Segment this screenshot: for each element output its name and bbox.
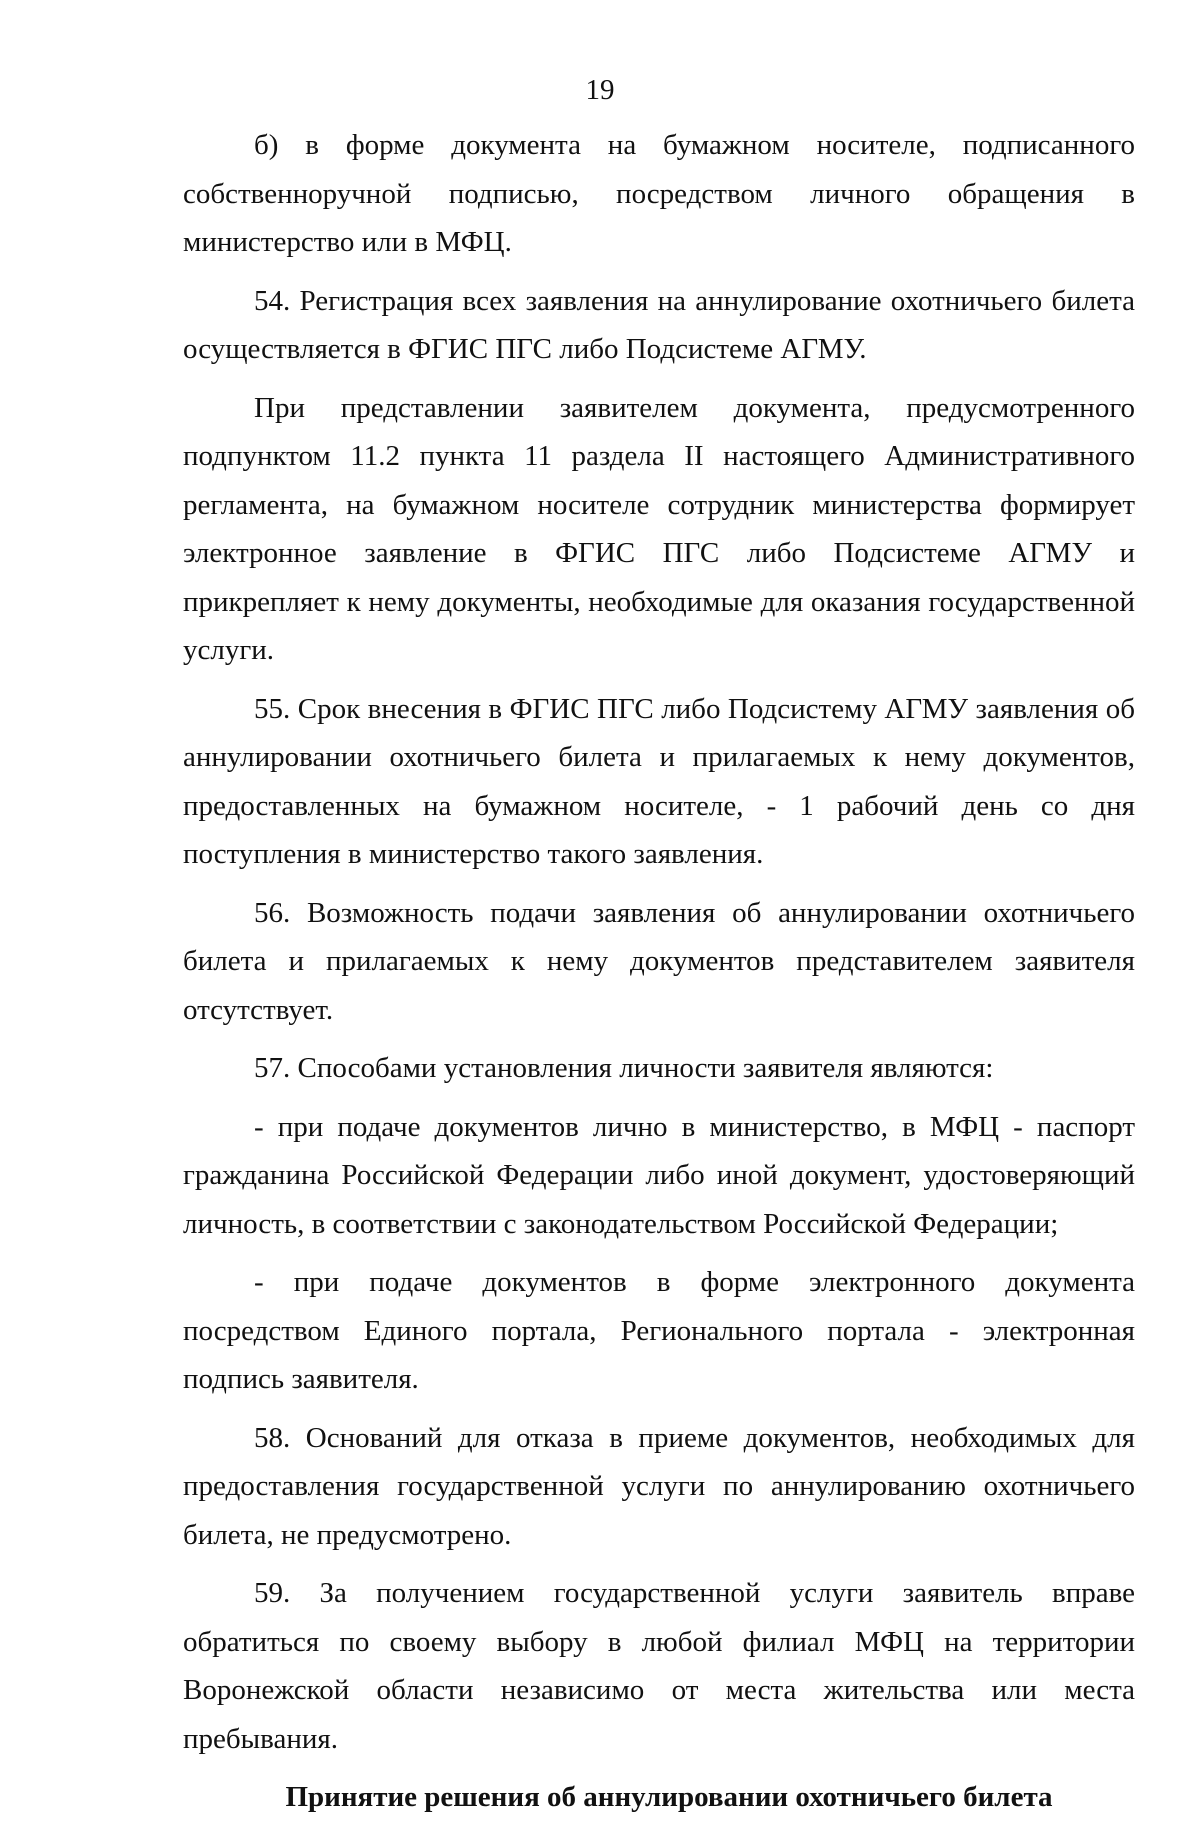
paragraph-59: 59. За получением государственной услуги заявитель вправе обратиться по своему выбору в любой филиал МФЦ на территории Воронежской области независимо от места жительства или места пребывания. [183,1577,1135,1755]
paragraph-55: 55. Срок внесения в ФГИС ПГС либо Подсистему АГМУ заявления об аннулировании охотничьего билета и прилагаемых к нему документов, предоставленных на бумажном носителе, - 1 рабочий день со дня поступления в министерство такого заявления. [183,692,1135,870]
paragraph-57-item-2: - при подаче документов в форме электронного документа посредством Единого портала, Регионального портала - электронная подпись заявителя. [183,1266,1135,1395]
paragraph-57-item-1: - при подаче документов лично в министерство, в МФЦ - паспорт гражданина Российской Федерации либо иной документ, удостоверяющий личность, в соответствии с законодательством Российской Федерации; [183,1110,1135,1240]
page-number: 19 [585,74,615,106]
paragraph-b: б) в форме документа на бумажном носителе, подписанного собственноручной подписью, посредством личного обращения в министерство или в МФЦ. [183,129,1135,258]
paragraph-54-continued: При представлении заявителем документа, предусмотренного подпунктом 11.2 пункта 11 раздела II настоящего Административного регламента, на бумажном носителе сотрудник министерства формирует электронное заявление в ФГИС ПГС либо Подсистеме АГМУ и прикрепляет к нему документы, необходимые для оказания государственной услуги. [183,391,1135,666]
document-body [183,121,1135,1821]
paragraph-54: 54. Регистрация всех заявления на аннулирование охотничьего билета осуществляется в ФГИС ПГС либо Подсистеме АГМУ. [183,284,1135,365]
section-heading: Принятие решения об аннулировании охотничьего билета [285,1781,1053,1813]
paragraph-57: 57. Способами установления личности заявителя являются: [254,1052,994,1084]
paragraph-56: 56. Возможность подачи заявления об аннулировании охотничьего билета и прилагаемых к нему документов представителем заявителя отсутствует. [183,896,1135,1026]
paragraph-58: 58. Оснований для отказа в приеме документов, необходимых для предоставления государственной услуги по аннулированию охотничьего билета, не предусмотрено. [183,1421,1135,1551]
